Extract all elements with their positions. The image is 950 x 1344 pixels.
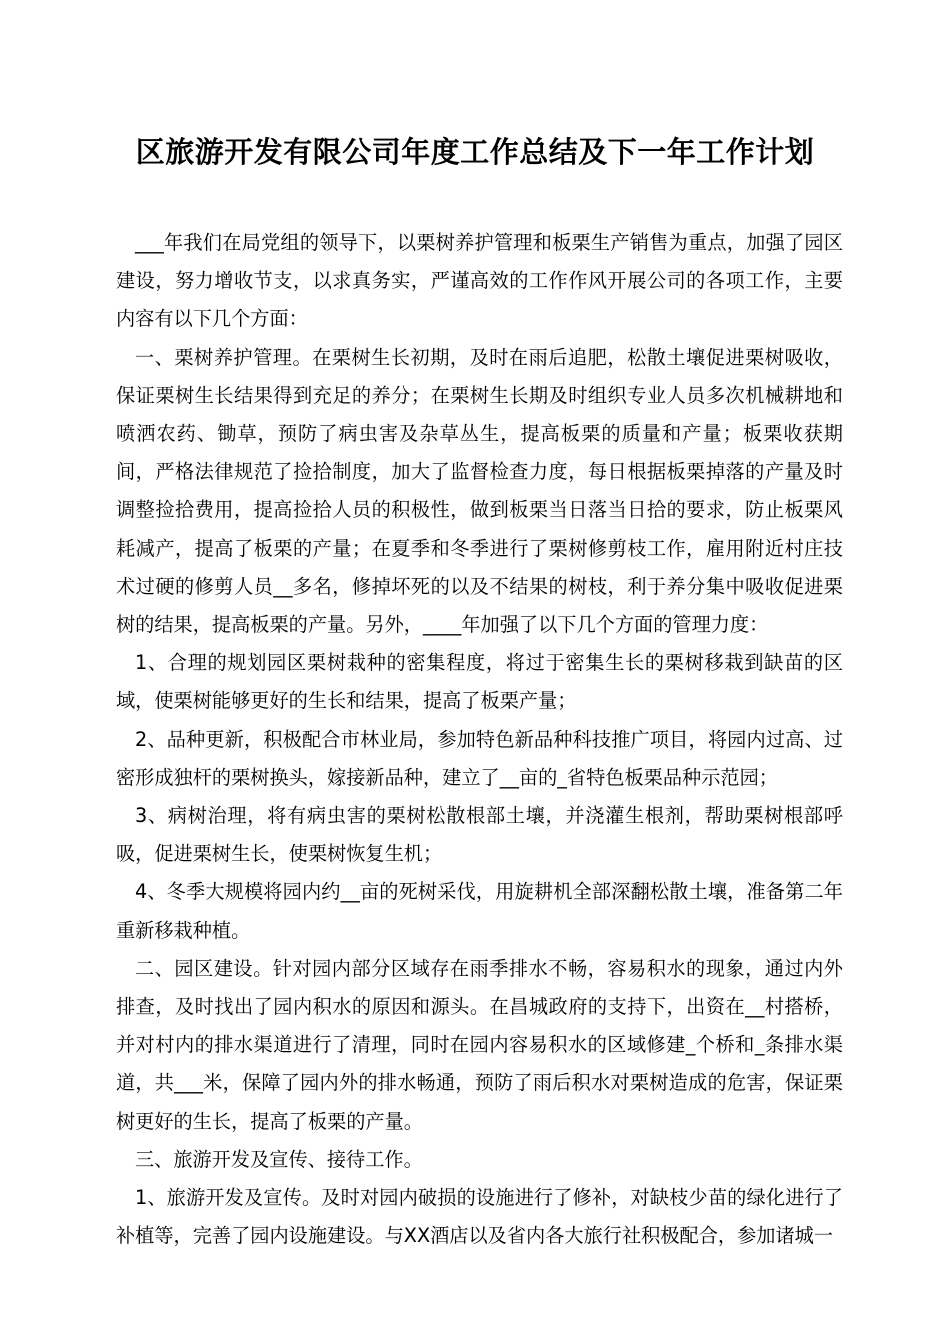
paragraph-item-4: 4、冬季大规模将园内约__亩的死树采伐，用旋耕机全部深翻松散土壤，准备第二年重新移栽种植。 bbox=[116, 880, 843, 942]
paragraph-section-1: 一、栗树养护管理。在栗树生长初期，及时在雨后追肥，松散土壤促进栗树吸收，保证栗树生长结果得到充足的养分；在栗树生长期及时组织专业人员多次机械耕地和喷洒农药、锄草，预防了病虫害及杂草丛生，提高板栗的质量和产量；板栗收获期间，严格法律规范了捡拾制度，加大了监督检查力度，每日根据板栗掉落的产量及时调整捡拾费用，提高捡拾人员的积极性，做到板栗当日落当日拾的要求，防止板栗风耗减产，提高了板栗的产量；在夏季和冬季进行了栗树修剪枝工作，雇用附近村庄技术过硬的修剪人员__多名，修掉坏死的以及不结果的树枝，利于养分集中吸收促进栗树的结果，提高板栗的产量。另外，____年加强了以下几个方面的管理力度： bbox=[116, 345, 843, 637]
document-body bbox=[116, 224, 843, 1255]
paragraph-intro: ___年我们在局党组的领导下，以栗树养护管理和板栗生产销售为重点，加强了园区建设，努力增收节支，以求真务实，严谨高效的工作作风开展公司的各项工作，主要内容有以下几个方面： bbox=[116, 231, 843, 331]
paragraph-section-3: 三、旅游开发及宣传、接待工作。 bbox=[135, 1147, 423, 1171]
paragraph-item-3: 3、病树治理，将有病虫害的栗树松散根部土壤，并浇灌生根剂，帮助栗树根部呼吸，促进栗树生长，使栗树恢复生机； bbox=[116, 804, 843, 866]
paragraph-section-2: 二、园区建设。针对园内部分区域存在雨季排水不畅，容易积水的现象，通过内外排查，及时找出了园内积水的原因和源头。在昌城政府的支持下，出资在__村搭桥，并对村内的排水渠道进行了清理，同时在园内容易积水的区域修建_个桥和_条排水渠道，共___米，保障了园内外的排水畅通，预防了雨后积水对栗树造成的危害，保证栗树更好的生长，提高了板栗的产量。 bbox=[116, 956, 843, 1133]
document-title: 区旅游开发有限公司年度工作总结及下一年工作计划 bbox=[135, 135, 815, 169]
paragraph-item-2: 2、品种更新，积极配合市林业局，参加特色新品种科技推广项目，将园内过高、过密形成独杆的栗树换头，嫁接新品种，建立了__亩的_省特色板栗品种示范园； bbox=[116, 727, 843, 789]
paragraph-section-3-item-1: 1、旅游开发及宣传。及时对园内破损的设施进行了修补，对缺枝少苗的绿化进行了补植等，完善了园内设施建设。与XX酒店以及省内各大旅行社积极配合，参加诸城一 bbox=[116, 1186, 843, 1248]
paragraph-item-1: 1、合理的规划园区栗树栽种的密集程度，将过于密集生长的栗树移栽到缺苗的区域，使栗树能够更好的生长和结果，提高了板栗产量； bbox=[116, 651, 843, 713]
